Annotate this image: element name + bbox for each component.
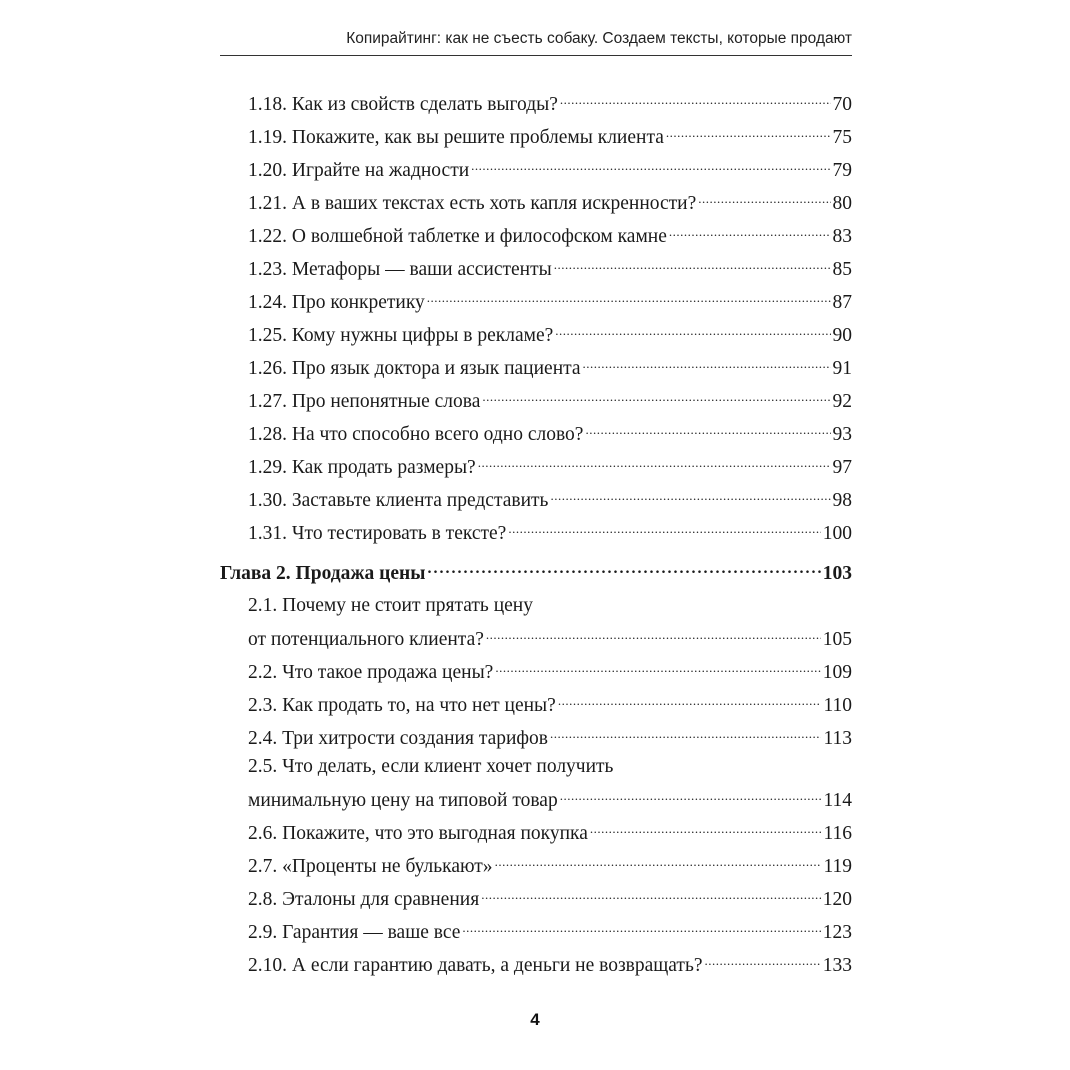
toc-entry[interactable] bbox=[248, 945, 852, 979]
toc-entry-page: 119 bbox=[823, 856, 852, 877]
toc-entry-title: 2.4. Три хитрости создания тарифов bbox=[248, 728, 549, 749]
toc-entry-title: 1.25. Кому нужны цифры в рекламе? bbox=[248, 325, 554, 346]
toc-entry[interactable] bbox=[248, 513, 852, 547]
dot-leader bbox=[471, 150, 830, 176]
toc-entry[interactable] bbox=[248, 216, 852, 250]
dot-leader bbox=[427, 282, 831, 308]
toc-entry[interactable] bbox=[248, 117, 852, 151]
dot-leader bbox=[495, 846, 822, 872]
dot-leader bbox=[427, 553, 820, 579]
toc-entry-title: 1.28. На что способно всего одно слово? bbox=[248, 424, 584, 445]
toc-entry-page: 100 bbox=[822, 523, 852, 544]
toc-entry[interactable] bbox=[248, 480, 852, 514]
toc-entry-title: 1.30. Заставьте клиента представить bbox=[248, 490, 549, 511]
dot-leader bbox=[558, 685, 822, 711]
toc-entry-page: 90 bbox=[832, 325, 852, 346]
dot-leader bbox=[705, 945, 821, 971]
toc-entry[interactable] bbox=[248, 879, 852, 913]
toc-entry-page: 97 bbox=[832, 457, 852, 478]
toc-entry[interactable] bbox=[248, 813, 852, 847]
toc-entry-page: 109 bbox=[822, 662, 852, 683]
toc-entry-title: 1.18. Как из свойств сделать выгоды? bbox=[248, 94, 558, 115]
toc-entry-page: 91 bbox=[832, 358, 852, 379]
toc-entry-page: 79 bbox=[832, 160, 852, 181]
toc-entry-title: 1.29. Как продать размеры? bbox=[248, 457, 476, 478]
toc-entry-title: 1.21. А в ваших текстах есть хоть капля искренности? bbox=[248, 193, 697, 214]
header-rule bbox=[220, 55, 852, 56]
dot-leader bbox=[495, 652, 820, 678]
toc-entry-title: 1.20. Играйте на жадности bbox=[248, 160, 470, 181]
toc-entry-page: 93 bbox=[832, 424, 852, 445]
dot-leader bbox=[590, 813, 822, 839]
toc-entry-page: 98 bbox=[832, 490, 852, 511]
dot-leader bbox=[478, 447, 831, 473]
dot-leader bbox=[554, 249, 831, 275]
toc-entry-title: минимальную цену на типовой товар bbox=[248, 790, 558, 811]
toc-entry-page: 87 bbox=[832, 292, 852, 313]
running-header: Копирайтинг: как не съесть собаку. Создаем тексты, которые продают bbox=[346, 30, 852, 47]
toc-entry[interactable] bbox=[248, 780, 852, 814]
dot-leader bbox=[481, 879, 821, 905]
toc-entry-title: 2.6. Покажите, что это выгодная покупка bbox=[248, 823, 588, 844]
toc-entry-page: 105 bbox=[822, 629, 852, 650]
toc-entry[interactable] bbox=[248, 912, 852, 946]
toc-entry-title: 2.10. А если гарантию давать, а деньги не возвращать? bbox=[248, 955, 703, 976]
toc-entry-title: 1.24. Про конкретику bbox=[248, 292, 425, 313]
toc-entry-title: 1.31. Что тестировать в тексте? bbox=[248, 523, 507, 544]
toc-entry[interactable] bbox=[248, 183, 852, 217]
toc-entry-page: 123 bbox=[822, 922, 852, 943]
toc-entry[interactable] bbox=[248, 150, 852, 184]
dot-leader bbox=[698, 183, 830, 209]
chapter-title: Глава 2. Продажа цены bbox=[220, 563, 426, 584]
toc-entry-page: 83 bbox=[832, 226, 852, 247]
toc-entry-page: 70 bbox=[832, 94, 852, 115]
toc-entry[interactable] bbox=[248, 718, 852, 752]
toc-entry-title: 2.7. «Проценты не булькают» bbox=[248, 856, 493, 877]
toc-entry[interactable] bbox=[248, 414, 852, 448]
dot-leader bbox=[555, 315, 830, 341]
toc-entry[interactable] bbox=[248, 348, 852, 382]
toc-entry-page: 133 bbox=[822, 955, 852, 976]
toc-entry-page: 92 bbox=[832, 391, 852, 412]
toc-entry-title: 1.27. Про непонятные слова bbox=[248, 391, 481, 412]
dot-leader bbox=[585, 414, 830, 440]
toc-chapter-heading[interactable] bbox=[220, 553, 852, 587]
page-number: 4 bbox=[530, 1010, 540, 1029]
dot-leader bbox=[666, 117, 831, 143]
dot-leader bbox=[583, 348, 831, 374]
toc-entry-page: 85 bbox=[832, 259, 852, 280]
toc-entry-page: 114 bbox=[823, 790, 852, 811]
dot-leader bbox=[550, 480, 830, 506]
dot-leader bbox=[486, 619, 821, 645]
toc-entry[interactable] bbox=[248, 84, 852, 118]
dot-leader bbox=[482, 381, 830, 407]
chapter-page: 103 bbox=[822, 563, 852, 584]
toc-entry-title: 1.23. Метафоры — ваши ассистенты bbox=[248, 259, 552, 280]
toc-entry-first-line: 2.1. Почему не стоит прятать цену bbox=[248, 595, 533, 616]
toc-entry[interactable] bbox=[248, 619, 852, 653]
toc-entry-page: 110 bbox=[823, 695, 852, 716]
toc-entry-title: 1.19. Покажите, как вы решите проблемы клиента bbox=[248, 127, 664, 148]
toc-entry[interactable] bbox=[248, 652, 852, 686]
toc-entry[interactable] bbox=[248, 315, 852, 349]
dot-leader bbox=[669, 216, 831, 242]
dot-leader bbox=[550, 718, 821, 744]
dot-leader bbox=[560, 84, 831, 110]
toc-entry-page: 80 bbox=[832, 193, 852, 214]
toc-entry[interactable] bbox=[248, 249, 852, 283]
toc-entry-page: 113 bbox=[823, 728, 852, 749]
toc-entry-page: 75 bbox=[832, 127, 852, 148]
toc-entry-title: 1.26. Про язык доктора и язык пациента bbox=[248, 358, 581, 379]
dot-leader bbox=[508, 513, 820, 539]
dot-leader bbox=[560, 780, 822, 806]
dot-leader bbox=[462, 912, 820, 938]
toc-entry-page: 116 bbox=[823, 823, 852, 844]
toc-entry-title: 2.3. Как продать то, на что нет цены? bbox=[248, 695, 556, 716]
toc-entry-title: 1.22. О волшебной таблетке и философском камне bbox=[248, 226, 667, 247]
toc-entry-title: от потенциального клиента? bbox=[248, 629, 484, 650]
toc-entry[interactable] bbox=[248, 846, 852, 880]
toc-entry[interactable] bbox=[248, 381, 852, 415]
toc-entry-title: 2.2. Что такое продажа цены? bbox=[248, 662, 494, 683]
toc-entry-title: 2.9. Гарантия — ваше все bbox=[248, 922, 461, 943]
toc-entry-title: 2.8. Эталоны для сравнения bbox=[248, 889, 480, 910]
toc-entry[interactable] bbox=[248, 447, 852, 481]
toc-entry[interactable] bbox=[248, 685, 852, 719]
toc-entry-first-line: 2.5. Что делать, если клиент хочет получить bbox=[248, 756, 614, 777]
toc-entry-page: 120 bbox=[822, 889, 852, 910]
toc-entry[interactable] bbox=[248, 282, 852, 316]
